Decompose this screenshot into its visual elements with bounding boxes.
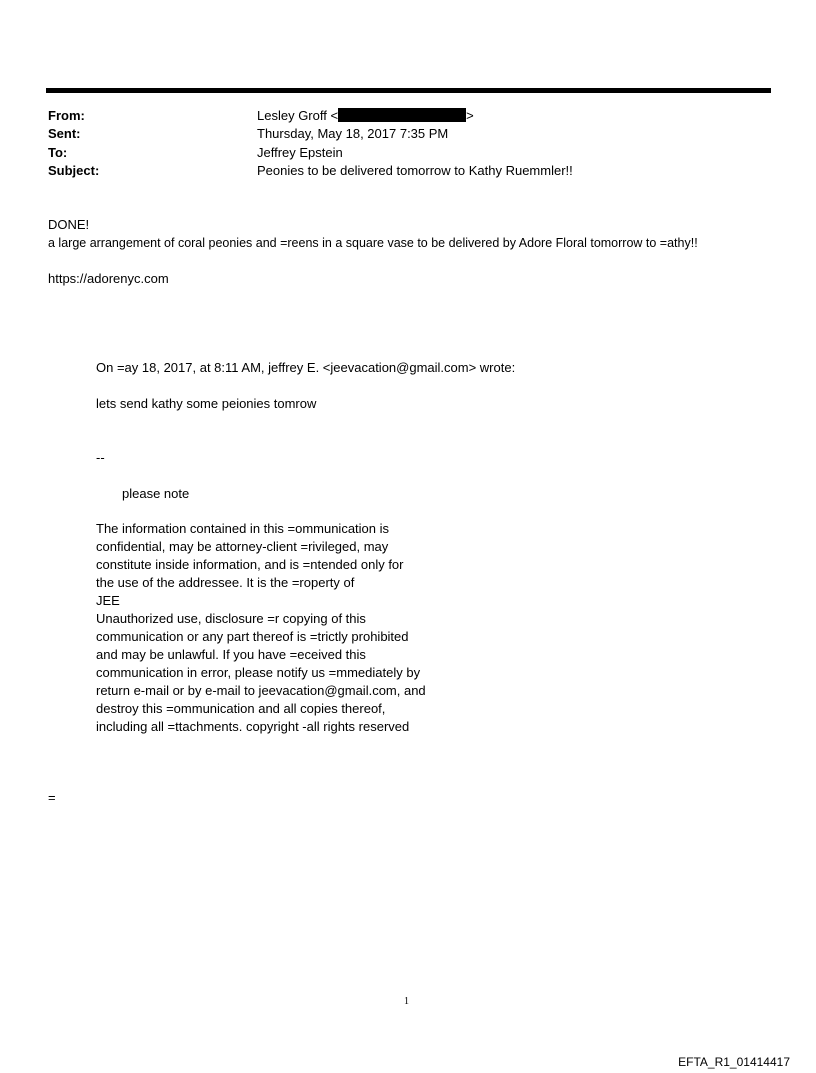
please-note: please note — [122, 486, 190, 501]
disclaimer-line: and may be unlawful. If you have =eceived this — [96, 647, 366, 662]
disclaimer-line: Unauthorized use, disclosure =r copying of this — [96, 611, 366, 626]
body-line-arrangement: a large arrangement of coral peonies and =reens in a square vase to be delivered by Adore Floral tomorrow to =athy!! — [48, 236, 698, 250]
trailing-equals: = — [48, 790, 56, 805]
from-close: > — [466, 108, 474, 123]
from-name: Lesley Groff < — [257, 108, 339, 123]
page-number: 1 — [404, 996, 409, 1007]
disclaimer-line: destroy this =ommunication and all copies thereof, — [96, 701, 386, 716]
disclaimer-line: The information contained in this =ommunication is — [96, 521, 390, 536]
redacted-email — [338, 108, 466, 122]
header-rule — [46, 88, 771, 93]
subject-value: Peonies to be delivered tomorrow to Kathy Ruemmler!! — [257, 163, 573, 178]
body-line-done: DONE! — [48, 217, 90, 232]
document-id: EFTA_R1_01414417 — [678, 1055, 790, 1069]
to-value: Jeffrey Epstein — [257, 145, 343, 160]
quoted-attribution: On =ay 18, 2017, at 8:11 AM, jeffrey E. <jeevacation@gmail.com> wrote: — [96, 360, 516, 375]
disclaimer-line: communication or any part thereof is =trictly prohibited — [96, 629, 409, 644]
from-value — [257, 107, 474, 125]
sent-label: Sent: — [48, 126, 81, 141]
disclaimer-line: constitute inside information, and is =ntended only for — [96, 557, 404, 572]
disclaimer-line: confidential, may be attorney-client =rivileged, may — [96, 539, 389, 554]
quoted-message: lets send kathy some peionies tomrow — [96, 396, 317, 411]
from-label: From: — [48, 108, 85, 123]
to-label: To: — [48, 145, 68, 160]
sent-value: Thursday, May 18, 2017 7:35 PM — [257, 126, 449, 141]
subject-label: Subject: — [48, 163, 100, 178]
signature-separator: -- — [96, 450, 105, 465]
disclaimer-line: communication in error, please notify us =mmediately by — [96, 665, 421, 680]
disclaimer-line: the use of the addressee. It is the =roperty of — [96, 575, 355, 590]
disclaimer-line: return e-mail or by e-mail to jeevacation@gmail.com, and — [96, 683, 426, 698]
body-link[interactable]: https://adorenyc.com — [48, 271, 169, 286]
disclaimer-line: JEE — [96, 593, 120, 608]
disclaimer-line: including all =ttachments. copyright -all rights reserved — [96, 719, 410, 734]
